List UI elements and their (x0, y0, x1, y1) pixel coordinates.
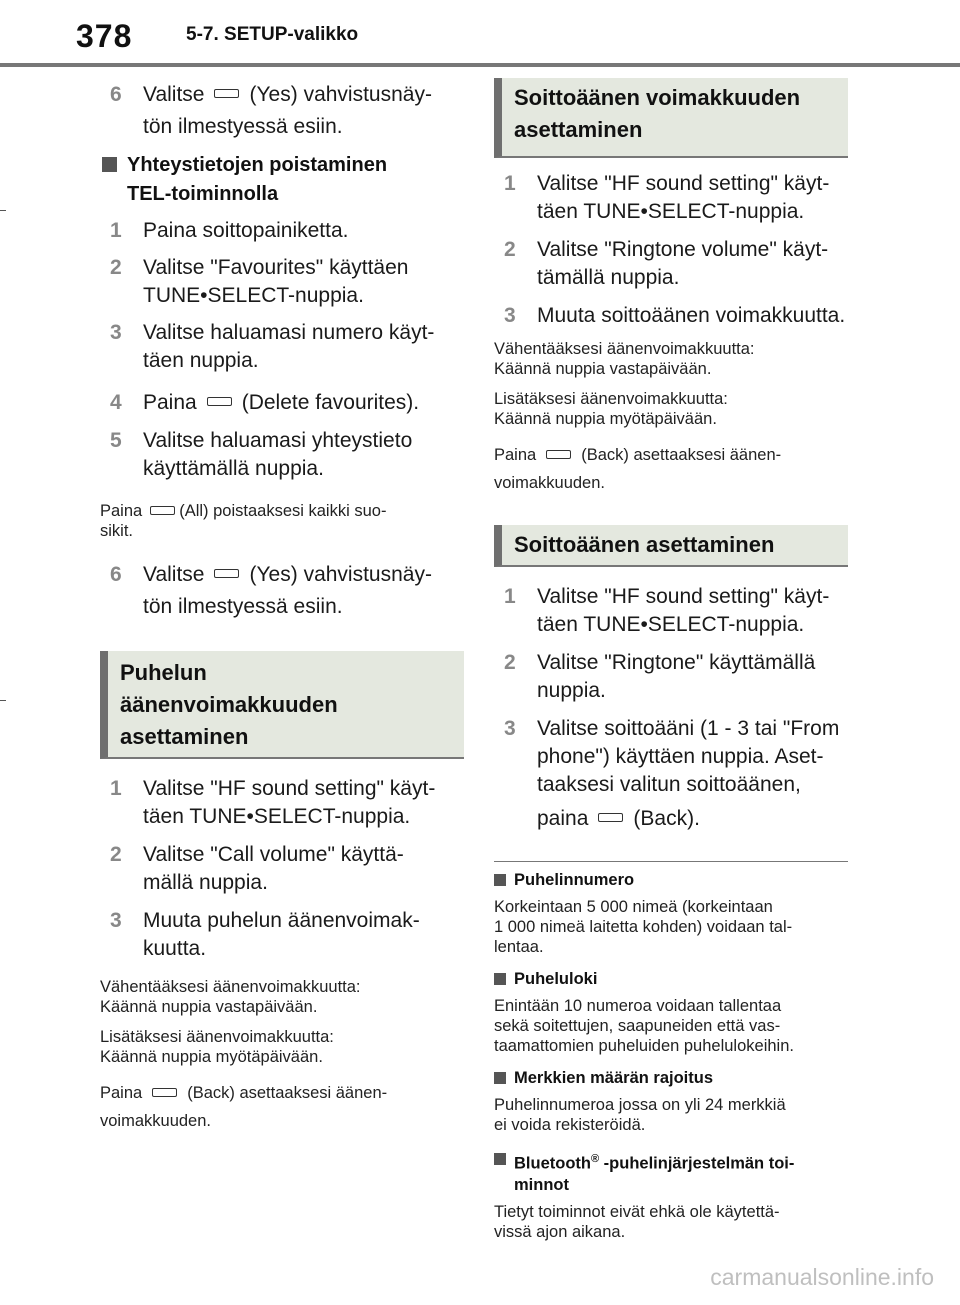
button-icon (150, 506, 175, 515)
subheading-text: Yhteystietojen poistaminen (127, 154, 388, 176)
page-number: 378 (76, 18, 133, 54)
info-title: Merkkien määrän rajoitus (514, 1069, 713, 1087)
step-6-yes-2 (100, 561, 464, 625)
square-bullet-icon (494, 874, 506, 886)
watermark: carmanualsonline.info (710, 1264, 934, 1290)
edge-tick (0, 210, 6, 211)
step-1 (494, 170, 848, 226)
note-text: Paina (100, 502, 143, 520)
step-number: 3 (110, 909, 122, 932)
step-text: Valitse "HF sound setting" käyt- (537, 172, 830, 195)
note-text: Vähentääksesi äänenvoimakkuutta: (494, 340, 755, 358)
step-text: kuutta. (143, 937, 207, 960)
step-text: Valitse (143, 83, 205, 106)
step-3 (100, 907, 464, 963)
step-number: 3 (110, 321, 122, 344)
note-increase (494, 389, 848, 429)
step-number: 3 (504, 304, 516, 327)
subheading-delete-contacts (100, 151, 464, 209)
info-text: Puhelinnumeroa jossa on yli 24 merkkiä (494, 1096, 786, 1114)
step-2 (494, 236, 848, 292)
info-title: -puhelinjärjestelmän toi- (599, 1154, 795, 1173)
step-text: Valitse soittoääni (1 - 3 tai "From (537, 717, 840, 740)
step-text: phone") käyttäen nuppia. Aset- (537, 745, 824, 768)
step-2 (100, 254, 464, 310)
square-bullet-icon (102, 157, 117, 172)
button-icon (214, 569, 239, 578)
note-increase (100, 1027, 464, 1067)
step-text: paina (537, 807, 589, 830)
info-body (494, 897, 848, 957)
step-number: 1 (110, 777, 122, 800)
note-text: Vähentääksesi äänenvoimakkuutta: (100, 978, 361, 996)
square-bullet-icon (494, 1153, 506, 1165)
banner-text: Soittoäänen asettaminen (514, 532, 775, 557)
button-icon (207, 397, 232, 406)
page-header (0, 0, 960, 70)
info-text: 1 000 nimeä laitetta kohden) voidaan tal- (494, 918, 793, 936)
step-text: käyttämällä nuppia. (143, 457, 324, 480)
step-text: Paina (143, 391, 197, 414)
info-text: lentaa. (494, 938, 544, 956)
note-back (100, 1079, 464, 1135)
step-text: (Yes) vahvistusnäy- (249, 83, 432, 106)
banner-ringtone (494, 525, 848, 567)
step-text: (Yes) vahvistusnäy- (249, 563, 432, 586)
note-text: voimakkuuden. (494, 474, 605, 492)
info-text: vissä ajon aikana. (494, 1222, 626, 1241)
step-text: Valitse (143, 563, 205, 586)
step-1 (494, 583, 848, 639)
step-6-yes (100, 81, 464, 145)
info-heading (494, 969, 848, 990)
step-text: Valitse haluamasi numero käyt- (143, 321, 435, 344)
step-text: (Back). (633, 807, 700, 830)
step-text: täen TUNE•SELECT-nuppia. (537, 613, 805, 636)
note-text: sikit. (100, 522, 133, 540)
section-title: 5-7. SETUP-valikko (186, 24, 359, 45)
step-text: tön ilmestyessä esiin. (143, 115, 343, 138)
note-text: Paina (100, 1084, 143, 1102)
info-text: Korkeintaan 5 000 nimeä (korkeintaan (494, 898, 773, 916)
step-text: (Delete favourites). (241, 391, 420, 414)
banner-call-volume (100, 651, 464, 759)
note-text: (All) poistaaksesi kaikki suo- (179, 502, 387, 520)
info-divider (494, 861, 848, 862)
note-text: Lisätäksesi äänenvoimakkuutta: (494, 390, 728, 408)
note-decrease (494, 339, 848, 379)
note-text: (Back) asettaaksesi äänen- (581, 446, 782, 464)
square-bullet-icon (494, 1072, 506, 1084)
step-text: TUNE•SELECT-nuppia. (143, 284, 364, 307)
info-body (494, 1095, 848, 1135)
button-icon (546, 450, 571, 459)
banner-ringtone-volume (494, 78, 848, 158)
info-heading (494, 1068, 848, 1089)
step-number: 6 (110, 83, 122, 106)
note-back (494, 441, 848, 497)
step-text: Muuta soittoäänen voimakkuutta. (537, 304, 846, 327)
step-text: täen nuppia. (143, 349, 259, 372)
banner-text: asettaminen (120, 724, 249, 749)
step-number: 2 (110, 256, 122, 279)
note-text: Paina (494, 446, 537, 464)
step-number: 3 (504, 717, 516, 740)
left-column (100, 78, 464, 1135)
note-decrease (100, 977, 464, 1017)
square-bullet-icon (494, 973, 506, 985)
info-body (494, 996, 848, 1056)
info-text: taamattomien puheluiden puhelulokeihin. (494, 1037, 794, 1055)
step-number: 2 (504, 238, 516, 261)
note-text: Käännä nuppia vastapäivään. (494, 360, 712, 378)
info-heading (494, 870, 848, 891)
step-5 (100, 427, 464, 483)
step-text: tämällä nuppia. (537, 266, 680, 289)
step-3 (100, 319, 464, 375)
step-text: täen TUNE•SELECT-nuppia. (143, 805, 411, 828)
note-text: Lisätäksesi äänenvoimakkuutta: (100, 1028, 334, 1046)
button-icon (214, 89, 239, 98)
button-icon (152, 1088, 177, 1097)
step-text: Valitse "Ringtone" käyttämällä (537, 651, 816, 674)
banner-text: Soittoäänen voimakkuuden (514, 85, 801, 110)
step-text: täen TUNE•SELECT-nuppia. (537, 200, 805, 223)
info-title: Puheluloki (514, 970, 598, 988)
step-3 (494, 715, 848, 839)
info-title: Puhelinnumero (514, 871, 635, 889)
note-text: voimakkuuden. (100, 1112, 211, 1130)
info-text: sekä soitettujen, saapuneiden että vas- (494, 1017, 781, 1035)
note-text: Käännä nuppia vastapäivään. (100, 998, 318, 1016)
step-1 (100, 217, 464, 245)
step-number: 4 (110, 391, 122, 414)
step-1 (100, 775, 464, 831)
step-text: nuppia. (537, 679, 606, 702)
info-text: ei voida rekisteröidä. (494, 1116, 646, 1134)
button-icon (598, 813, 623, 822)
step-text: Valitse "HF sound setting" käyt- (537, 585, 830, 608)
subheading-text: TEL-toiminnolla (127, 183, 279, 205)
step-2 (494, 649, 848, 705)
step-number: 5 (110, 429, 122, 452)
info-text: Enintään 10 numeroa voidaan tallentaa (494, 997, 782, 1015)
note-text: Käännä nuppia myötäpäivään. (100, 1048, 323, 1066)
step-text: Valitse "Ringtone volume" käyt- (537, 238, 829, 261)
step-4 (100, 389, 464, 417)
note-text: (Back) asettaaksesi äänen- (187, 1084, 388, 1102)
banner-text: asettaminen (514, 117, 643, 142)
step-text: Valitse "Call volume" käyttä- (143, 843, 404, 866)
step-text: Paina soittopainiketta. (143, 219, 349, 242)
step-text: Valitse "Favourites" käyttäen (143, 256, 409, 279)
step-text: taaksesi valitun soittoäänen, (537, 773, 801, 796)
step-number: 2 (110, 843, 122, 866)
step-text: Valitse "HF sound setting" käyt- (143, 777, 436, 800)
step-number: 1 (110, 219, 122, 242)
info-title: Bluetooth (514, 1154, 591, 1173)
step-text: mällä nuppia. (143, 871, 268, 894)
info-title: minnot (514, 1175, 569, 1194)
step-2 (100, 841, 464, 897)
step-3 (494, 302, 848, 330)
edge-tick (0, 700, 6, 701)
step-number: 6 (110, 563, 122, 586)
step-number: 1 (504, 172, 516, 195)
step-text: Muuta puhelun äänenvoimak- (143, 909, 420, 932)
registered-mark: ® (590, 1153, 600, 1165)
step-number: 1 (504, 585, 516, 608)
info-heading (494, 1149, 848, 1196)
step-text: tön ilmestyessä esiin. (143, 595, 343, 618)
info-text: Tietyt toiminnot eivät ehkä ole käytettä- (494, 1202, 780, 1221)
note-text: Käännä nuppia myötäpäivään. (494, 410, 717, 428)
banner-text: äänenvoimakkuuden (120, 692, 338, 717)
step-number: 2 (504, 651, 516, 674)
right-column (494, 78, 848, 1242)
note-delete-all (100, 501, 464, 541)
info-body (494, 1202, 848, 1242)
header-rule (0, 63, 960, 67)
step-text: Valitse haluamasi yhteystieto (143, 429, 413, 452)
banner-text: Puhelun (120, 660, 207, 685)
